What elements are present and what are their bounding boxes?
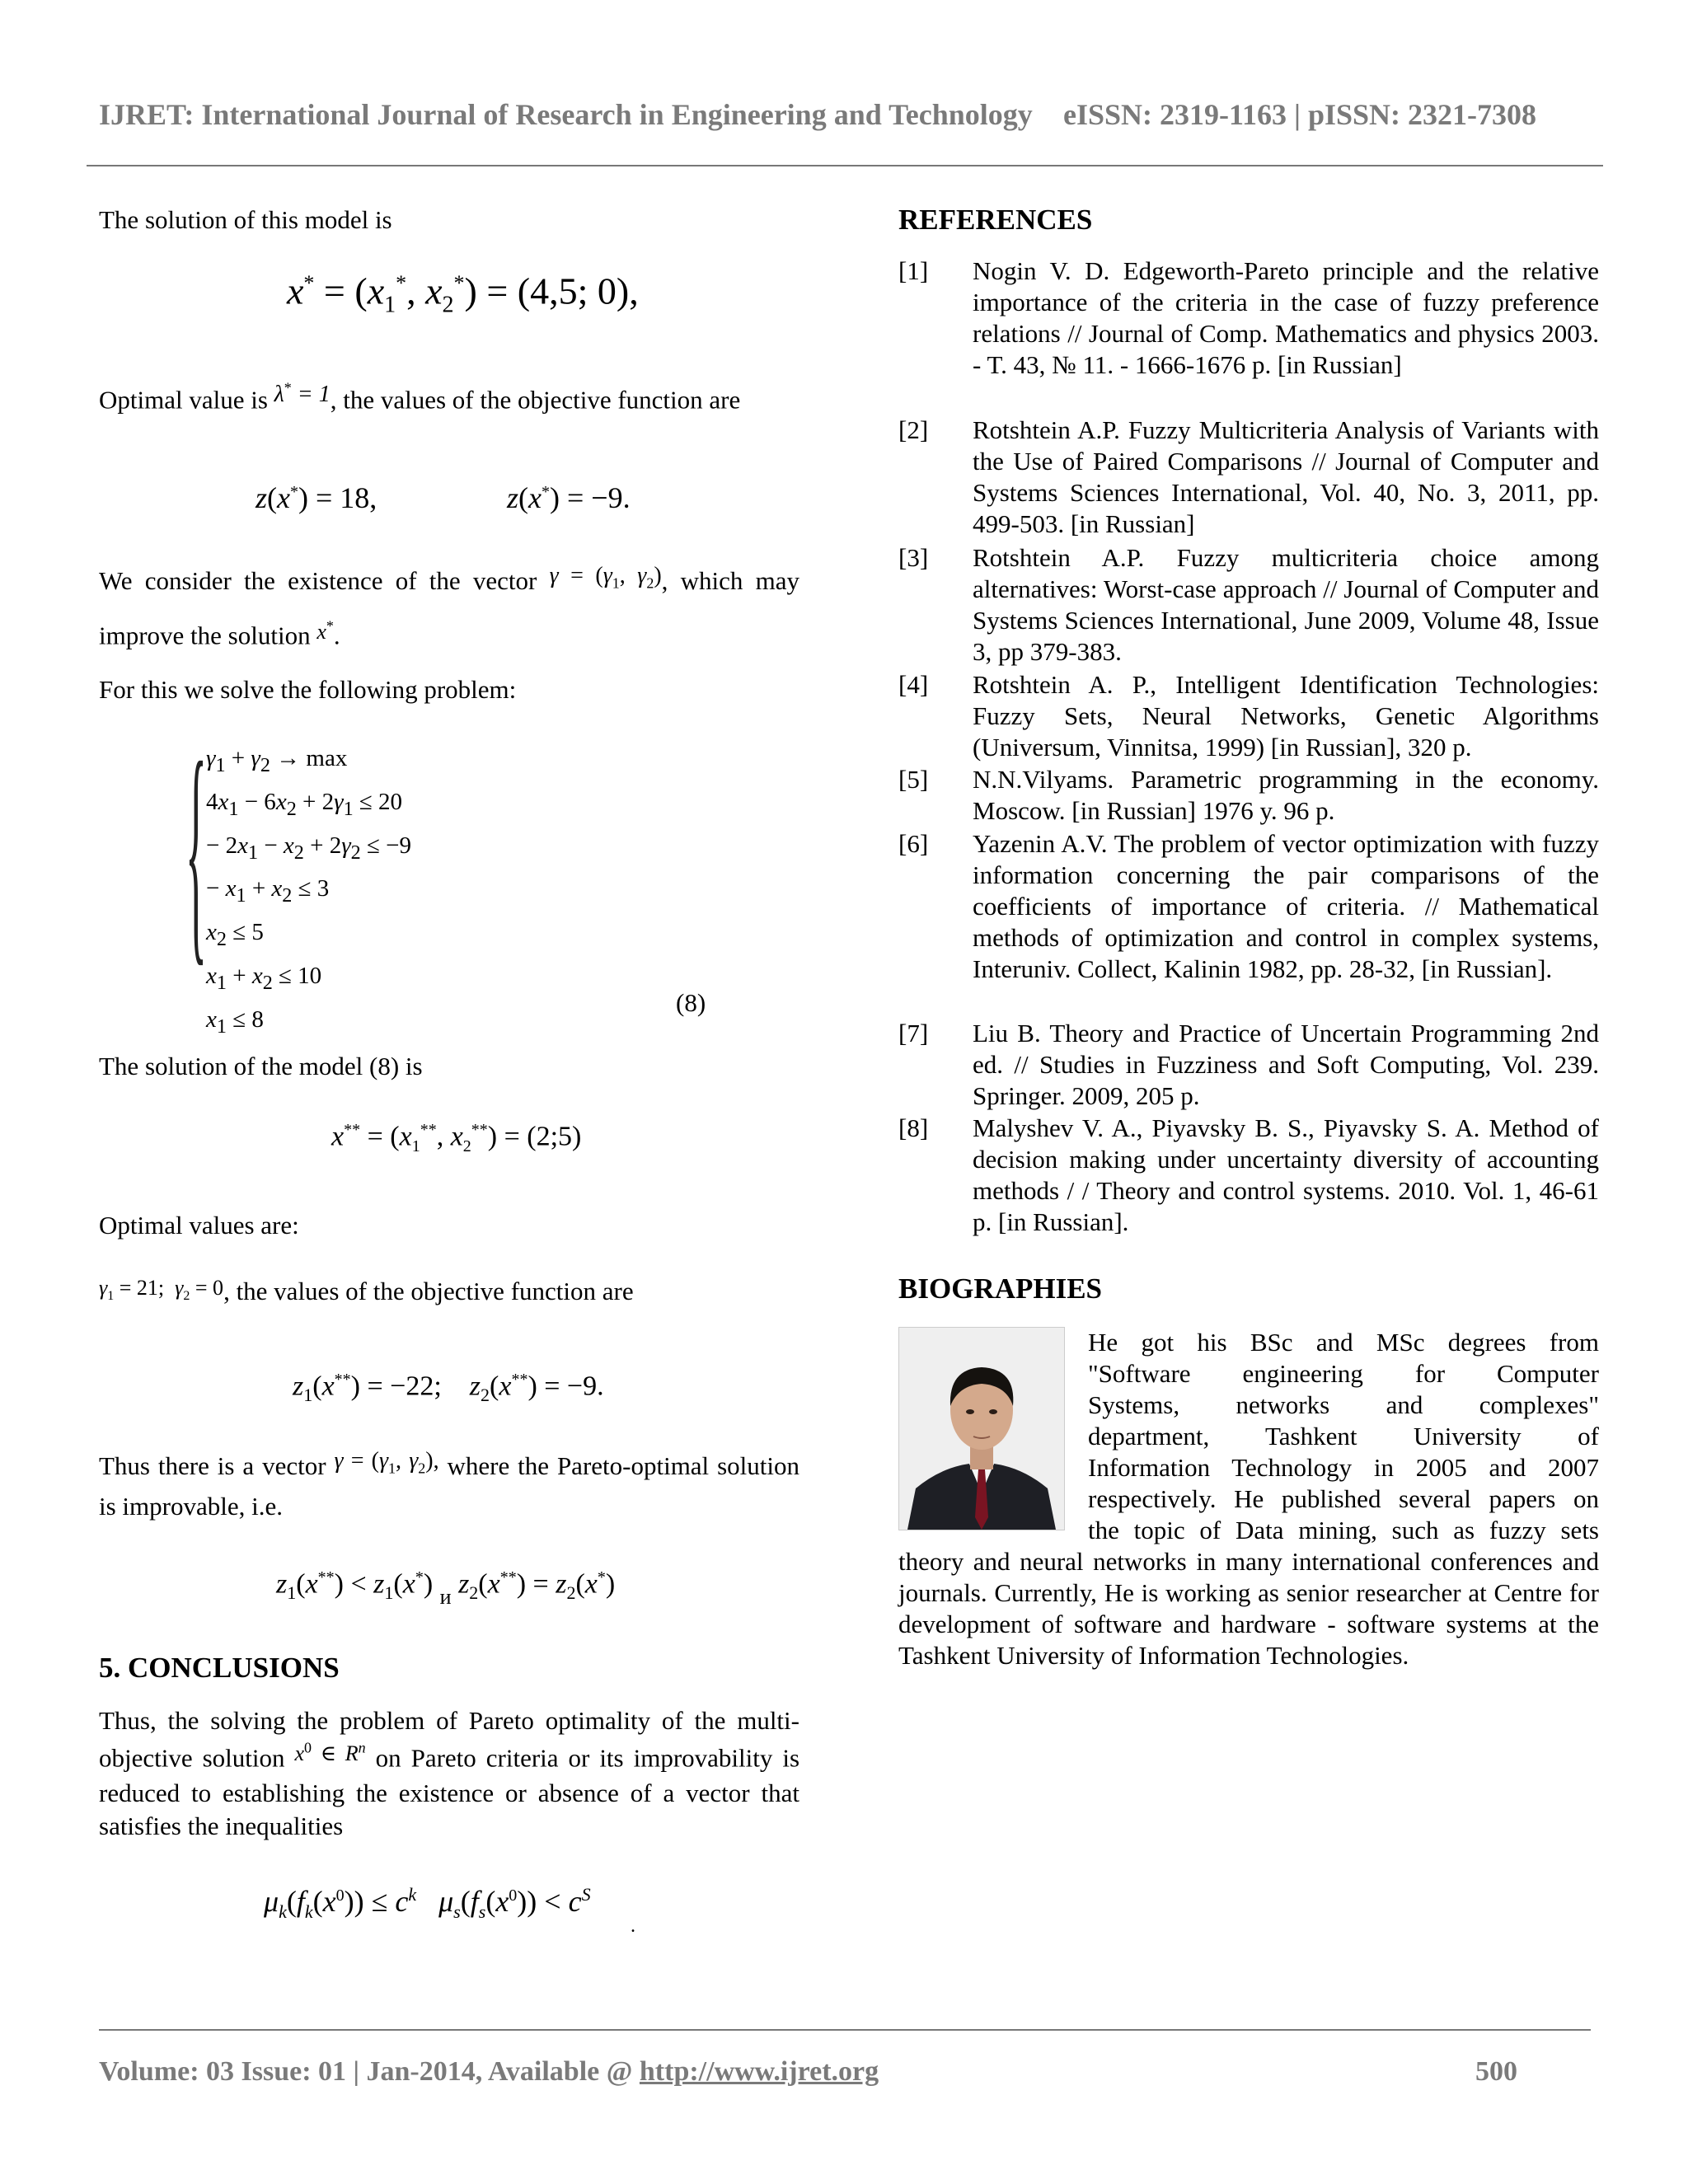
references-heading: REFERENCES xyxy=(898,204,1093,236)
paragraph-vector: We consider the existence of the vector $\gamma = (\gamma_1$, $\gamma_2$), which may improve the solution x*. xyxy=(99,563,800,650)
system-brace: { xyxy=(185,712,207,986)
equation-period: . xyxy=(631,1915,635,1937)
text-vector: We consider the existence of the vector xyxy=(99,566,537,595)
paragraph-solution: The solution of this model is xyxy=(99,205,392,234)
paragraph-optimal-value xyxy=(99,379,799,417)
right-column xyxy=(898,0,1599,2019)
reference-number: [1] xyxy=(898,256,929,285)
reference-number: [5] xyxy=(898,765,929,794)
reference-number: [6] xyxy=(898,829,929,858)
text-conclusions-a: Thus, the solving the problem of Pareto optimality of the multi-objective solution xyxy=(99,1706,799,1773)
text-objective-values: , the values of the objective function are xyxy=(330,385,741,415)
reference-number: [4] xyxy=(898,670,929,699)
reference-item xyxy=(898,255,1599,412)
text-pareto-improvable: where the Pareto-optimal solution is improvable, i.e. xyxy=(99,1451,799,1521)
constraint-system: $\gamma_1 + \gamma_2 \to \max$ $4x_1 - 6x_2 + 2\gamma_1 \le 20$ − $2x_1 - x_2 + 2\gamma_2 \le -9$ − $x_1 + x_2 \le 3$ $x_2 \le 5$ $x_1 + x_2 \le 10$ $x_1 \le 8$ xyxy=(206,745,412,1038)
reference-text: Nogin V. D. Edgeworth-Pareto principle and the relative importance of the criteria in the case of fuzzy preference relations // Journal of Comp. Mathematics and physics 2003. - T. 43, № 11. - 1666-1676 p. [in Russian] xyxy=(973,256,1599,379)
bio-line: Systems, networks and complexes" xyxy=(1088,1390,1599,1419)
text-thus-vector: Thus there is a vector xyxy=(99,1451,326,1480)
author-portrait-icon xyxy=(899,1328,1064,1530)
paragraph-gamma-values xyxy=(99,1276,799,1317)
bio-text-beside-photo xyxy=(1088,1327,1599,1546)
equation-gamma-values: $\gamma_1 = 21$; $\gamma_2 = 0$ xyxy=(99,1276,224,1304)
reference-item xyxy=(898,1018,1599,1117)
reference-item xyxy=(898,828,1599,1018)
reference-number: [2] xyxy=(898,415,929,444)
reference-text: Liu B. Theory and Practice of Uncertain Programming 2nd ed. // Studies in Fuzziness and Soft Computing, Vol. 239. Springer. 2009, 205 p. xyxy=(973,1019,1599,1110)
equation-gamma-2: $\gamma = (\gamma_1$, $\gamma_2$), xyxy=(334,1448,439,1477)
equation-lambda: λ* = 1 xyxy=(274,380,331,408)
equation-z-values-2: z(x*) = −9. xyxy=(507,481,631,514)
bio-line: respectively. He published several papers on xyxy=(1088,1484,1599,1513)
equation-double-star-solution: $x^{**} = (x_1^{**}$, $x_2^{**}$) = (2;5) xyxy=(331,1121,582,1156)
paragraph-conclusions xyxy=(99,1704,799,1843)
reference-number: [3] xyxy=(898,543,929,572)
reference-text: Rotshtein A.P. Fuzzy multicriteria choice among alternatives: Worst-case approach // Journal of Computer and Systems Sciences International, June 2009, Volume 48, Issue 3, pp 379-383. xyxy=(973,543,1599,666)
equation-x0-in-rn: x0 ∈ Rn xyxy=(294,1739,366,1765)
text-improve: , which may improve the solution xyxy=(99,566,800,650)
reference-item xyxy=(898,542,1599,670)
bio-line: "Software engineering for Computer xyxy=(1088,1359,1599,1388)
paragraph-optimal-values: Optimal values are: xyxy=(99,1211,299,1240)
text-optimal-value: Optimal value is xyxy=(99,385,268,415)
equation-pareto-inequality: $z_1(x^{**}) < z_1(x^*)$ $_и$ $z_2(x^{**}) = z_2(x^*)$ xyxy=(276,1568,616,1610)
paragraph-problem: For this we solve the following problem: xyxy=(99,675,517,704)
footer-rule xyxy=(99,2029,1591,2031)
page-number: 500 xyxy=(1475,2056,1517,2087)
reference-number: [7] xyxy=(898,1019,929,1047)
reference-text: Malyshev V. A., Piyavsky B. S., Piyavsky S. A. Method of decision making under uncertainty diversity of accounting methods / / Theory and control systems. 2010. Vol. 1, 46-61 p. [in Russian]. xyxy=(973,1113,1599,1236)
author-photo xyxy=(898,1327,1065,1530)
reference-text: Yazenin A.V. The problem of vector optimization with fuzzy information concerning the pair comparisons of the coefficients of importance of criteria. // Mathematical methods of optimization and control in complex systems, Interuniv. Collect, Kalinin 1982, pp. 28-32, [in Russian]. xyxy=(973,829,1599,983)
reference-text: Rotshtein A. P., Intelligent Identification Technologies: Fuzzy Sets, Neural Networks, Genetic Algorithms (Universum, Vinnitsa, 1999) [in Russian], 320 p. xyxy=(973,670,1599,762)
bio-text-continued: theory and neural networks in many international conferences and journals. Currently, He is working as senior researcher at Centre for development of software and hardware - software systems at the Tashkent University of Information Technologies. xyxy=(898,1547,1599,1670)
biographies-heading: BIOGRAPHIES xyxy=(898,1272,1102,1305)
footer-url-link[interactable]: http://www.ijret.org xyxy=(639,2056,879,2087)
equation-gamma: $\gamma = (\gamma_1$, $\gamma_2$) xyxy=(549,563,662,592)
issn-text: eISSN: 2319-1163 | pISSN: 2321-7308 xyxy=(1063,98,1536,131)
equation-number: (8) xyxy=(676,988,706,1017)
bio-line: the topic of Data mining, such as fuzzy sets xyxy=(1088,1516,1599,1544)
reference-item xyxy=(898,764,1599,830)
bio-line: Information Technology in 2005 and 2007 xyxy=(1088,1453,1599,1482)
equation-solution: $x^* = (x_1^*$, $x_2^*) = (4,5$; 0), xyxy=(287,269,639,318)
reference-number: [8] xyxy=(898,1113,929,1142)
journal-title: IJRET: International Journal of Research in Engineering and Technology xyxy=(99,98,1033,131)
page-footer xyxy=(99,2056,1582,2088)
paragraph-pareto xyxy=(99,1448,799,1522)
bio-line: department, Tashkent University of xyxy=(1088,1422,1599,1451)
paragraph-model-solution: The solution of the model (8) is xyxy=(99,1052,423,1080)
reference-text: Rotshtein A.P. Fuzzy Multicriteria Analysis of Variants with the Use of Paired Comparisons // Journal of Computer and Systems Sciences International, Vol. 40, No. 3, 2011, pp. 499-503. [in Russian] xyxy=(973,415,1599,538)
reference-item xyxy=(898,1113,1599,1240)
bio-line: He got his BSc and MSc degrees from xyxy=(1088,1328,1599,1357)
reference-item xyxy=(898,415,1599,542)
equation-membership-inequalities: $\mu_k(f_k(x^0)) \le c^k$ $\mu_s(f_s(x^0)) < c^S$ xyxy=(264,1884,591,1923)
text-conclusions-b: on Pareto criteria or its improvability is reduced to establishing the existence or absence of a vector that satisfies the inequalities xyxy=(99,1743,800,1840)
text-and: и xyxy=(439,1585,452,1610)
text-objective-values-2: , the values of the objective function are xyxy=(223,1277,634,1305)
conclusions-heading: 5. CONCLUSIONS xyxy=(99,1652,340,1684)
equation-z1-z2-values: $z_1(x^{**}) = -22$; $z_2(x^{**}) = -9$. xyxy=(293,1371,604,1406)
left-column xyxy=(99,0,799,2019)
equation-xstar: x* xyxy=(316,617,334,644)
footer-volume: Volume: 03 Issue: 01 | Jan-2014, Available @ xyxy=(99,2056,633,2087)
equation-z-values: z(x*) = 18, xyxy=(256,481,377,514)
reference-text: N.N.Vilyams. Parametric programming in the economy. Moscow. [in Russian] 1976 y. 96 p. xyxy=(973,765,1599,825)
